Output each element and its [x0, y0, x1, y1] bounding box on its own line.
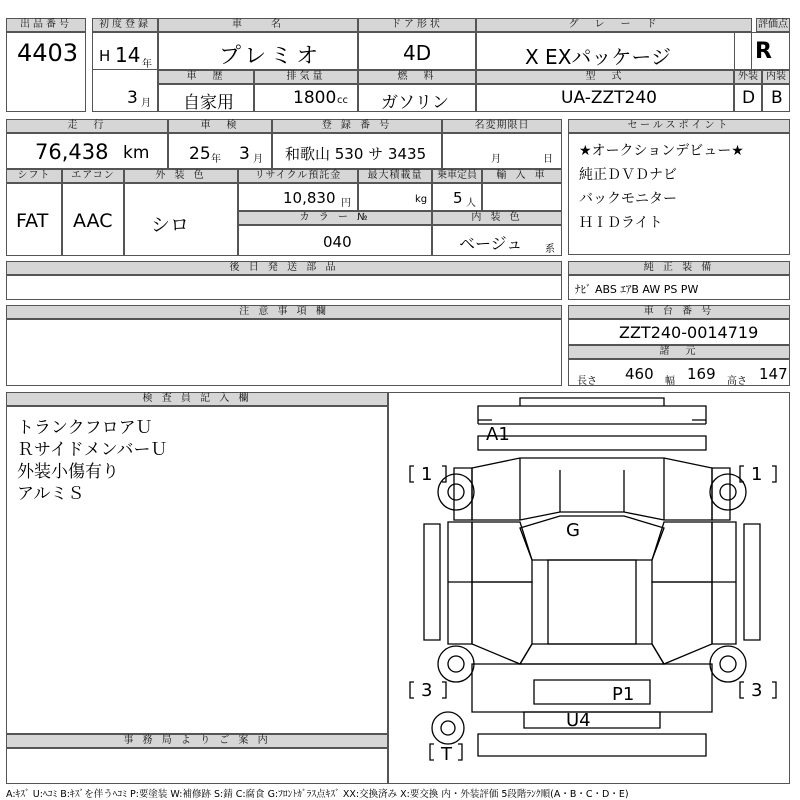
shift: FAT: [16, 210, 49, 232]
year-unit: 年: [142, 59, 152, 70]
displacement-header: 排気量: [254, 70, 358, 84]
car-name: プレミオ: [219, 44, 323, 69]
inspector-header: 検 査 員 記 入 欄: [6, 392, 388, 406]
reg-era: H: [99, 47, 111, 65]
dimensions-header: 諸 元: [568, 345, 790, 359]
insp-month: 3: [239, 144, 250, 164]
later-parts-header: 後 日 発 送 部 品: [6, 261, 562, 275]
interior-score: B: [771, 88, 783, 108]
mark-front-right: 1: [751, 464, 763, 485]
fuel: ガソリン: [381, 93, 449, 113]
person-unit: 人: [466, 198, 476, 209]
mileage: 76,438: [35, 140, 109, 164]
ext-color-header: 外 装 色: [124, 169, 238, 183]
sales-point-3: バックモニター: [579, 191, 677, 207]
reg-month: 3: [127, 88, 138, 108]
mark-rear-bumper: U4: [566, 710, 591, 731]
mileage-header: 走 行: [6, 119, 168, 133]
exterior-score: D: [742, 88, 756, 108]
width: 169: [687, 365, 716, 383]
import-header: 輸 入 車: [482, 169, 562, 183]
reg-no: 和歌山 530 サ 3435: [285, 145, 427, 163]
insp-month-unit: 月: [253, 154, 263, 165]
insp-year-unit: 年: [211, 154, 221, 165]
lot-no-header: 出品番号: [6, 18, 86, 32]
mark-tire: T: [441, 744, 452, 765]
kei-unit: 系: [545, 244, 555, 255]
inspector-note-4: アルミＳ: [17, 484, 85, 504]
mark-trunk: P1: [612, 684, 635, 705]
door-header: ドア形状: [358, 18, 476, 32]
sales-point-2: 純正ＤＶＤナビ: [579, 167, 677, 183]
recycle: 10,830: [283, 189, 336, 207]
month-unit: 月: [141, 98, 151, 109]
history: 自家用: [183, 93, 234, 113]
capacity-header: 乗車定員: [432, 169, 482, 183]
ext-color: シロ: [151, 214, 190, 236]
height: 147: [759, 365, 788, 383]
model: UA-ZZT240: [561, 88, 657, 108]
cc-unit: cc: [337, 95, 348, 106]
lot-no: 4403: [17, 39, 79, 67]
mark-front: A1: [486, 424, 510, 445]
score-header: 評価点: [758, 19, 788, 30]
chassis-no-header: 車 台 番 号: [568, 305, 790, 319]
color-no-header: カ ラ ー №: [238, 211, 432, 225]
door-type: 4D: [403, 41, 432, 65]
length: 460: [625, 365, 654, 383]
model-header: 型 式: [476, 70, 734, 84]
grade: X EXパッケージ: [525, 45, 671, 69]
name-change-month: 月: [491, 154, 501, 165]
aircon-header: エアコン: [62, 169, 124, 183]
mark-front-left: 1: [421, 464, 433, 485]
legend: A:ｷｽﾞ U:ﾍｺﾐ B:ｷｽﾞを伴うﾍｺﾐ P:要塗装 W:補修跡 S:錆 C:腐食 G:ﾌﾛﾝﾄｶﾞﾗｽ点ｷｽﾞ XX:交換済み X:要交換 内・外装評価 5段階ﾗﾝｸ順(A・B・C・D・E): [6, 789, 629, 800]
sales-point-4: ＨＩＤライト: [579, 215, 663, 231]
int-color: ベージュ: [459, 234, 523, 253]
insp-year: 25: [189, 144, 211, 164]
name-change-header: 名変期限日: [442, 119, 562, 133]
km-unit: km: [123, 143, 150, 163]
color-no: 040: [323, 233, 352, 251]
inspection-header: 車 検: [168, 119, 272, 133]
mark-rear-left: 3: [421, 680, 433, 701]
displacement: 1800: [293, 88, 337, 108]
office-header: 事 務 局 よ り ご 案 内: [6, 734, 388, 748]
score: R: [755, 39, 772, 64]
max-load-header: 最大積載量: [358, 169, 432, 183]
exterior-header: 外装: [734, 70, 762, 84]
shift-header: シフト: [6, 169, 62, 183]
std-equipment-header: 純 正 装 備: [568, 261, 790, 275]
inspector-note-3: 外装小傷有り: [17, 462, 119, 482]
yen-unit: 円: [341, 198, 351, 209]
width-label: 幅: [665, 376, 675, 387]
history-header: 車 歴: [158, 70, 254, 84]
fuel-header: 燃 料: [358, 70, 476, 84]
sales-points-header: セールスポイント: [568, 119, 790, 133]
first-reg-header: 初度登録: [92, 18, 158, 32]
inspector-note-1: トランクフロアＵ: [17, 418, 153, 438]
kg-unit: kg: [415, 194, 428, 205]
capacity: 5: [453, 189, 463, 207]
name-change-day: 日: [543, 154, 553, 165]
length-label: 長さ: [577, 376, 597, 387]
notes-header: 注 意 事 項 欄: [6, 305, 562, 319]
int-color-header: 内 装 色: [432, 211, 562, 225]
mark-roof: G: [566, 520, 580, 541]
aircon: AAC: [73, 210, 113, 232]
height-label: 高さ: [727, 376, 747, 387]
car-name-header: 車 名: [158, 18, 358, 32]
inspector-note-2: ＲサイドメンバーＵ: [17, 440, 168, 460]
recycle-header: リサイクル預託金: [238, 169, 358, 183]
chassis-no: ZZT240-0014719: [619, 323, 759, 342]
grade-header: グ レ ー ド: [476, 18, 752, 32]
interior-header: 内装: [762, 70, 790, 84]
sales-point-1: ★オークションデビュー★: [579, 143, 744, 159]
mark-rear-right: 3: [751, 680, 763, 701]
reg-year: 14: [115, 43, 141, 67]
reg-no-header: 登 録 番 号: [272, 119, 442, 133]
std-equipment: ﾅﾋﾞ ABS ｴｱB AW PS PW: [575, 283, 699, 296]
